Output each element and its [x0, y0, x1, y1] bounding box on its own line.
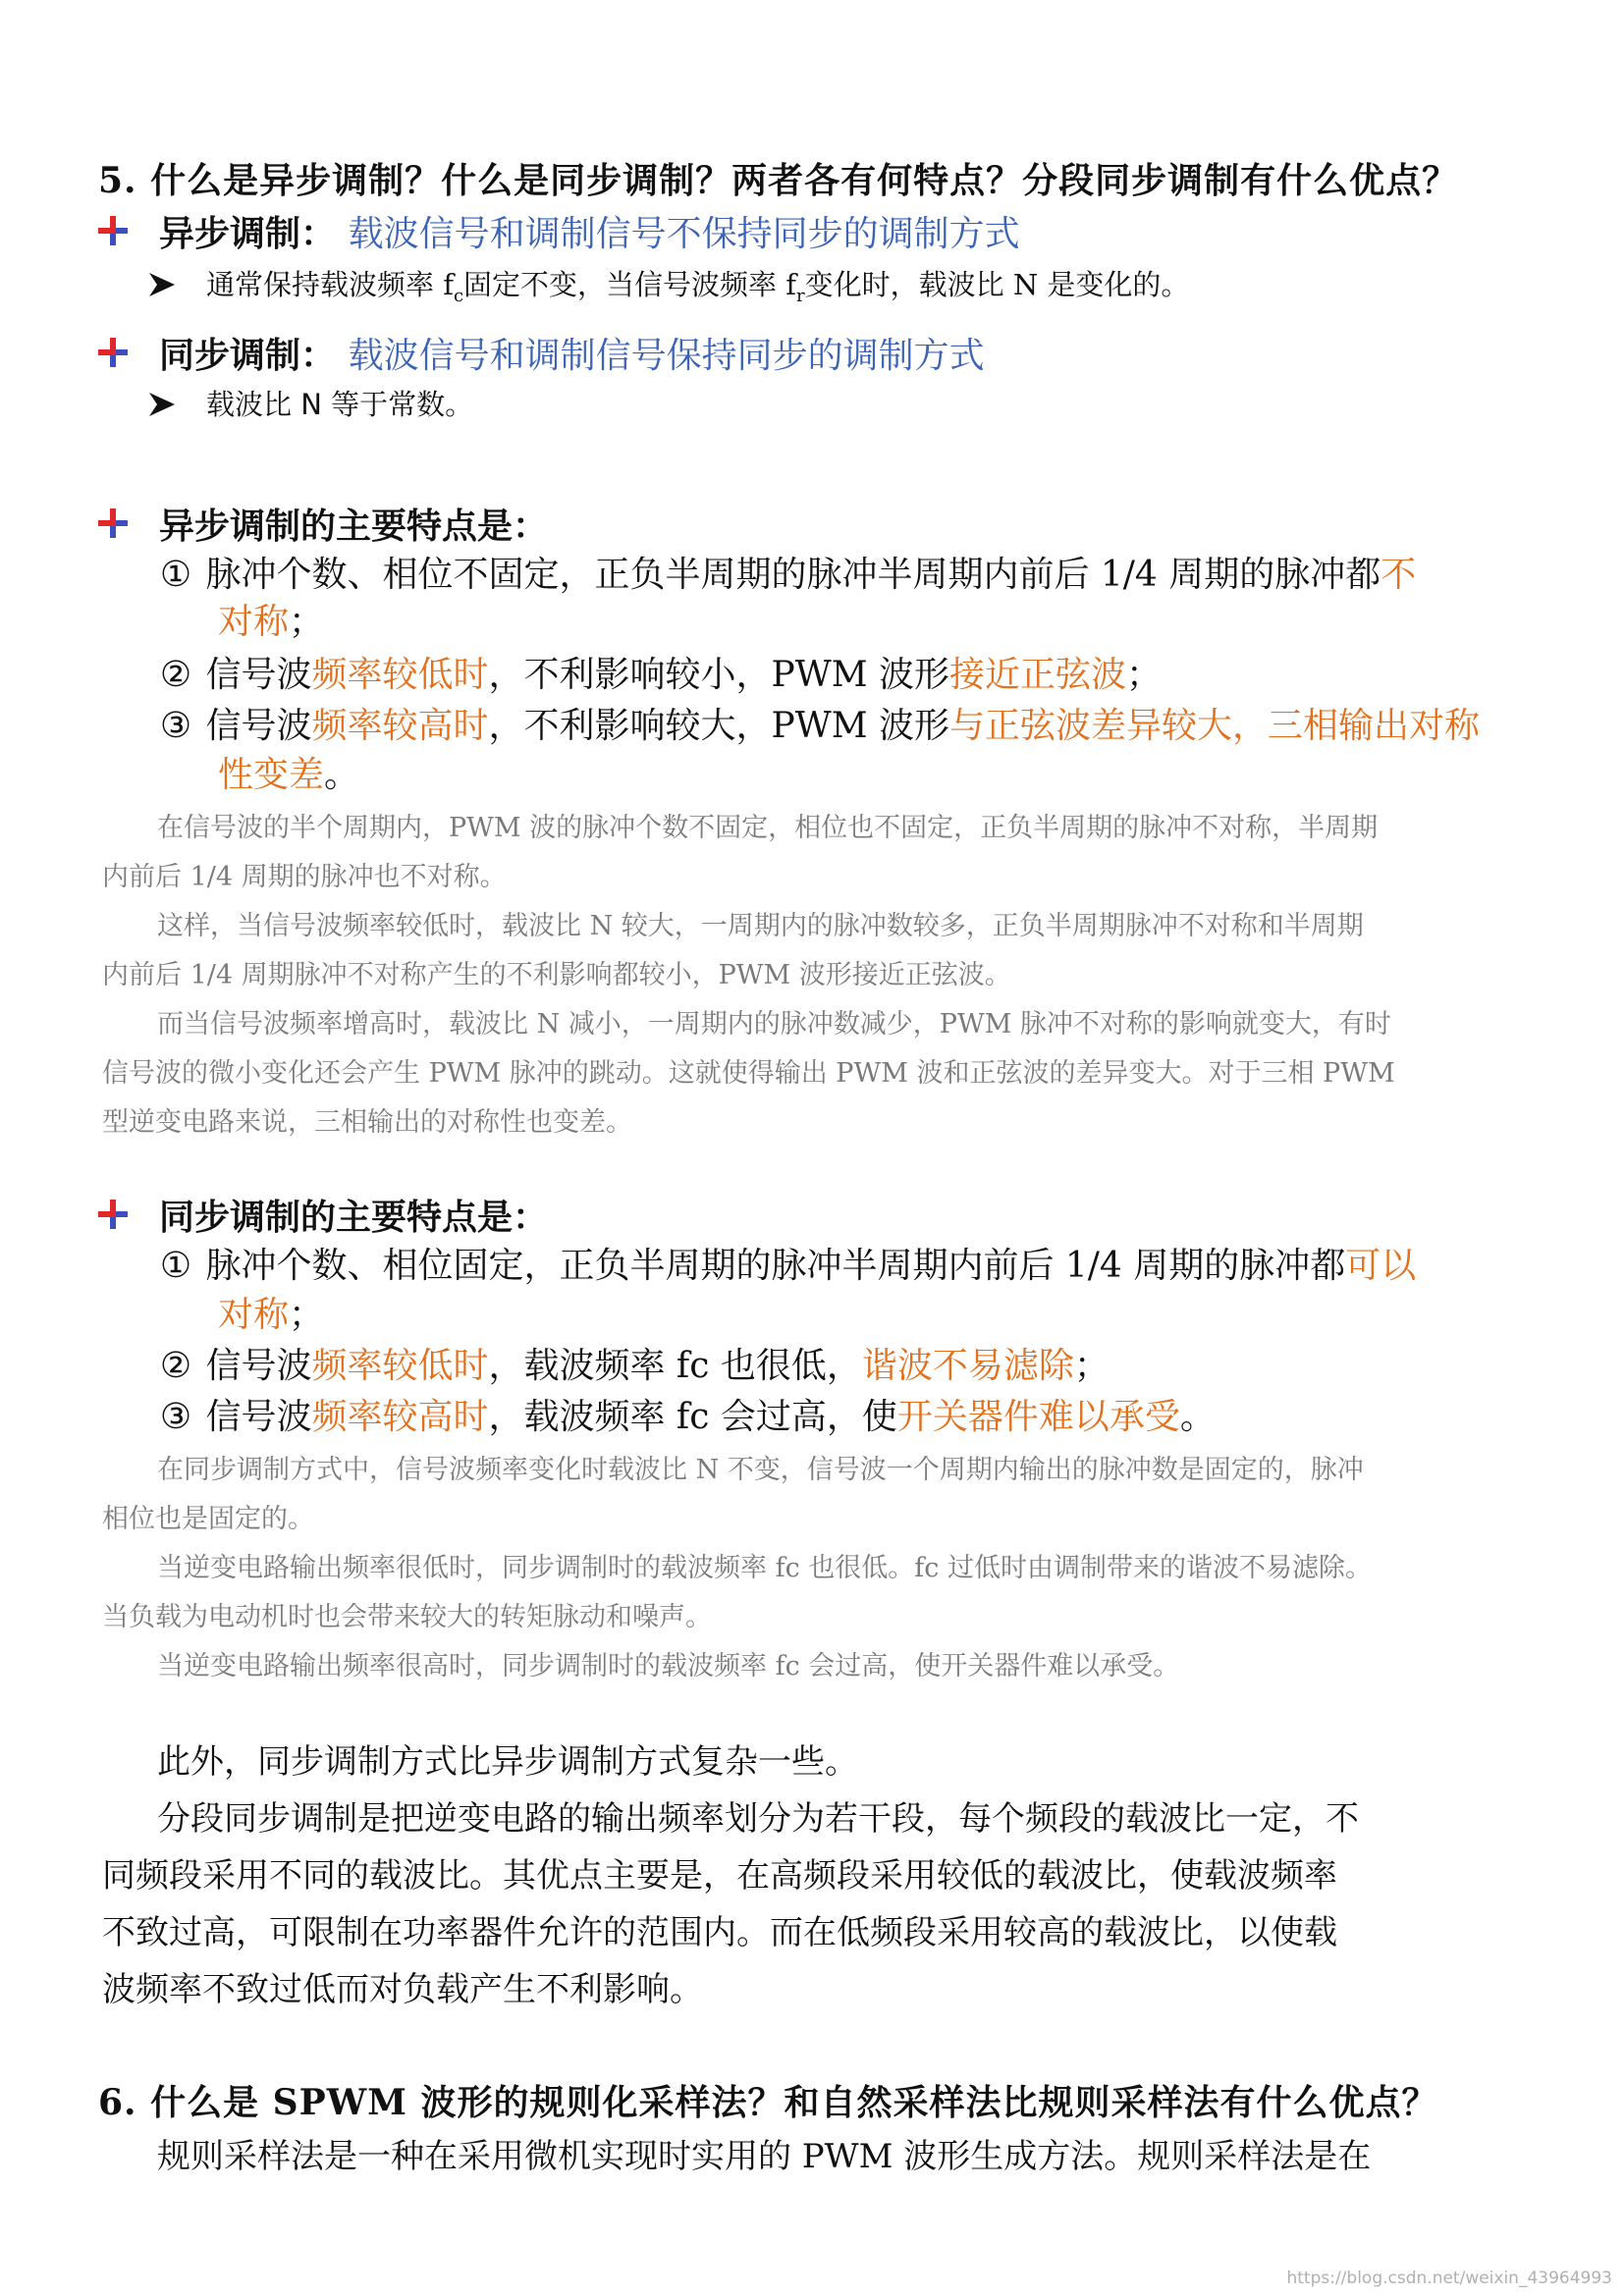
async-explain-line: 内前后 1/4 周期脉冲不对称产生的不利影响都较小，PWM 波形接近正弦波。 — [102, 960, 1011, 990]
sync-note: 载波比 N 等于常数。 — [206, 388, 474, 421]
async-explain-line: 这样，当信号波频率较低时，载波比 N 较大，一周期内的脉冲数较多，正负半周期脉冲不对称和半周期 — [157, 911, 1364, 941]
item-number: ③ — [159, 1397, 192, 1437]
sync-item-1-cont — [218, 1295, 325, 1335]
async-item-2 — [157, 655, 1163, 695]
summary-line: 波频率不致过低而对负载产生不利影响。 — [102, 1970, 703, 2009]
async-features-heading: 异步调制的主要特点是： — [159, 506, 549, 547]
summary-line: 此外，同步调制方式比异步调制方式复杂一些。 — [157, 1742, 858, 1782]
item-text: ； — [289, 602, 325, 642]
sync-features-heading: 同步调制的主要特点是： — [159, 1197, 549, 1238]
item-text: 信号波 — [205, 1397, 312, 1437]
sync-item-3 — [157, 1397, 1216, 1437]
sync-explain-line: 当负载为电动机时也会带来较大的转矩脉动和噪声。 — [102, 1602, 712, 1632]
item-highlight: 对称 — [218, 1295, 290, 1335]
sync-definition-line — [159, 335, 985, 376]
q6-answer-line: 规则采样法是一种在采用微机实现时实用的 PWM 波形生成方法。规则采样法是在 — [157, 2137, 1372, 2176]
item-text: 。 — [1179, 1397, 1216, 1437]
sync-label: 同步调制： — [159, 335, 337, 376]
item-highlight: 对称 — [218, 602, 290, 642]
async-definition: 载波信号和调制信号不保持同步的调制方式 — [348, 214, 1020, 254]
item-text: 。 — [324, 755, 360, 795]
summary-line: 不致过高，可限制在功率器件允许的范围内。而在低频段采用较高的载波比，以使载 — [102, 1913, 1337, 1952]
sync-explain-line: 相位也是固定的。 — [102, 1504, 314, 1534]
item-highlight: 不 — [1380, 555, 1417, 595]
bullet-cross-icon — [98, 216, 128, 245]
sync-item-2 — [157, 1346, 1110, 1386]
item-highlight: 频率较高时 — [311, 1397, 489, 1437]
item-text: ，不利影响较大，PWM 波形 — [488, 706, 950, 746]
item-text: 信号波 — [205, 1346, 312, 1386]
summary-line: 同频段采用不同的载波比。其优点主要是，在高频段采用较低的载波比，使载波频率 — [102, 1856, 1337, 1896]
summary-line: 分段同步调制是把逆变电路的输出频率划分为若干段，每个频段的载波比一定，不 — [157, 1799, 1359, 1839]
item-text: 脉冲个数、相位固定，正负半周期的脉冲半周期内前后 1/4 周期的脉冲都 — [205, 1246, 1346, 1286]
item-number: ② — [159, 1346, 192, 1386]
async-label: 异步调制： — [159, 213, 337, 254]
async-item-1-cont — [218, 602, 325, 642]
async-note-sub-r: r — [796, 285, 805, 306]
item-text: ； — [1073, 1346, 1110, 1386]
item-text: ，载波频率 fc 也很低， — [488, 1346, 862, 1386]
async-note-part3: 变化时，载波比 N 是变化的。 — [804, 268, 1190, 301]
item-highlight: 性变差 — [218, 755, 325, 795]
item-number: ② — [159, 655, 192, 695]
async-note-part2: 固定不变，当信号波频率 f — [463, 268, 796, 301]
question-5-title: 5. 什么是异步调制？什么是同步调制？两者各有何特点？分段同步调制有什么优点？ — [98, 160, 1459, 201]
async-item-3-cont — [218, 755, 360, 795]
async-item-3 — [157, 706, 1481, 746]
bullet-cross-icon — [98, 508, 128, 538]
sync-definition: 载波信号和调制信号保持同步的调制方式 — [348, 336, 985, 376]
sync-item-1 — [157, 1246, 1417, 1286]
item-highlight: 频率较高时 — [311, 706, 489, 746]
item-text: ，不利影响较小，PWM 波形 — [488, 655, 950, 695]
item-number: ① — [159, 555, 192, 595]
async-explain-line: 而当信号波频率增高时，载波比 N 减小，一周期内的脉冲数减少，PWM 脉冲不对称的影响就变大，有时 — [157, 1009, 1391, 1040]
sync-explain-line: 在同步调制方式中，信号波频率变化时载波比 N 不变，信号波一个周期内输出的脉冲数是固定的，脉冲 — [157, 1455, 1364, 1485]
item-highlight: 可以 — [1345, 1246, 1417, 1286]
item-number: ③ — [159, 706, 192, 746]
item-number: ① — [159, 1246, 192, 1286]
item-highlight: 频率较低时 — [311, 1346, 489, 1386]
bullet-cross-icon — [98, 1200, 128, 1229]
item-highlight: 谐波不易滤除 — [861, 1346, 1074, 1386]
item-highlight: 接近正弦波 — [949, 655, 1127, 695]
async-note — [206, 268, 1190, 306]
async-explain-line: 在信号波的半个周期内，PWM 波的脉冲个数不固定，相位也不固定，正负半周期的脉冲不对称，半周期 — [157, 813, 1379, 843]
async-explain-line: 型逆变电路来说，三相输出的对称性也变差。 — [102, 1107, 632, 1138]
sync-explain-line: 当逆变电路输出频率很低时，同步调制时的载波频率 fc 也很低。fc 过低时由调制带来的谐波不易滤除。 — [157, 1553, 1372, 1583]
question-6-title: 6. 什么是 SPWM 波形的规则化采样法？和自然采样法比规则采样法有什么优点？ — [98, 2082, 1438, 2123]
async-note-sub-c: c — [453, 285, 464, 306]
item-text: ； — [289, 1295, 325, 1335]
item-highlight: 开关器件难以承受 — [896, 1397, 1180, 1437]
item-text: 脉冲个数、相位不固定，正负半周期的脉冲半周期内前后 1/4 周期的脉冲都 — [205, 555, 1381, 595]
bullet-cross-icon — [98, 338, 128, 367]
item-highlight: 与正弦波差异较大，三相输出对称 — [949, 706, 1481, 746]
async-explain-line: 内前后 1/4 周期的脉冲也不对称。 — [102, 862, 507, 892]
async-note-part1: 通常保持载波频率 f — [206, 268, 454, 301]
item-text: ，载波频率 fc 会过高，使 — [488, 1397, 897, 1437]
item-highlight: 频率较低时 — [311, 655, 489, 695]
sync-explain-line: 当逆变电路输出频率很高时，同步调制时的载波频率 fc 会过高，使开关器件难以承受。 — [157, 1651, 1180, 1682]
item-text: ； — [1126, 655, 1163, 695]
arrow-bullet-icon — [149, 393, 175, 416]
async-item-1 — [157, 555, 1417, 595]
async-explain-line: 信号波的微小变化还会产生 PWM 脉冲的跳动。这就使得输出 PWM 波和正弦波的差异变大。对于三相 PWM — [102, 1058, 1395, 1089]
async-definition-line — [159, 213, 1020, 254]
arrow-bullet-icon — [149, 273, 175, 296]
item-text: 信号波 — [205, 655, 312, 695]
item-text: 信号波 — [205, 706, 312, 746]
watermark: https://blog.csdn.net/weixin_43964993 — [1286, 2269, 1612, 2288]
